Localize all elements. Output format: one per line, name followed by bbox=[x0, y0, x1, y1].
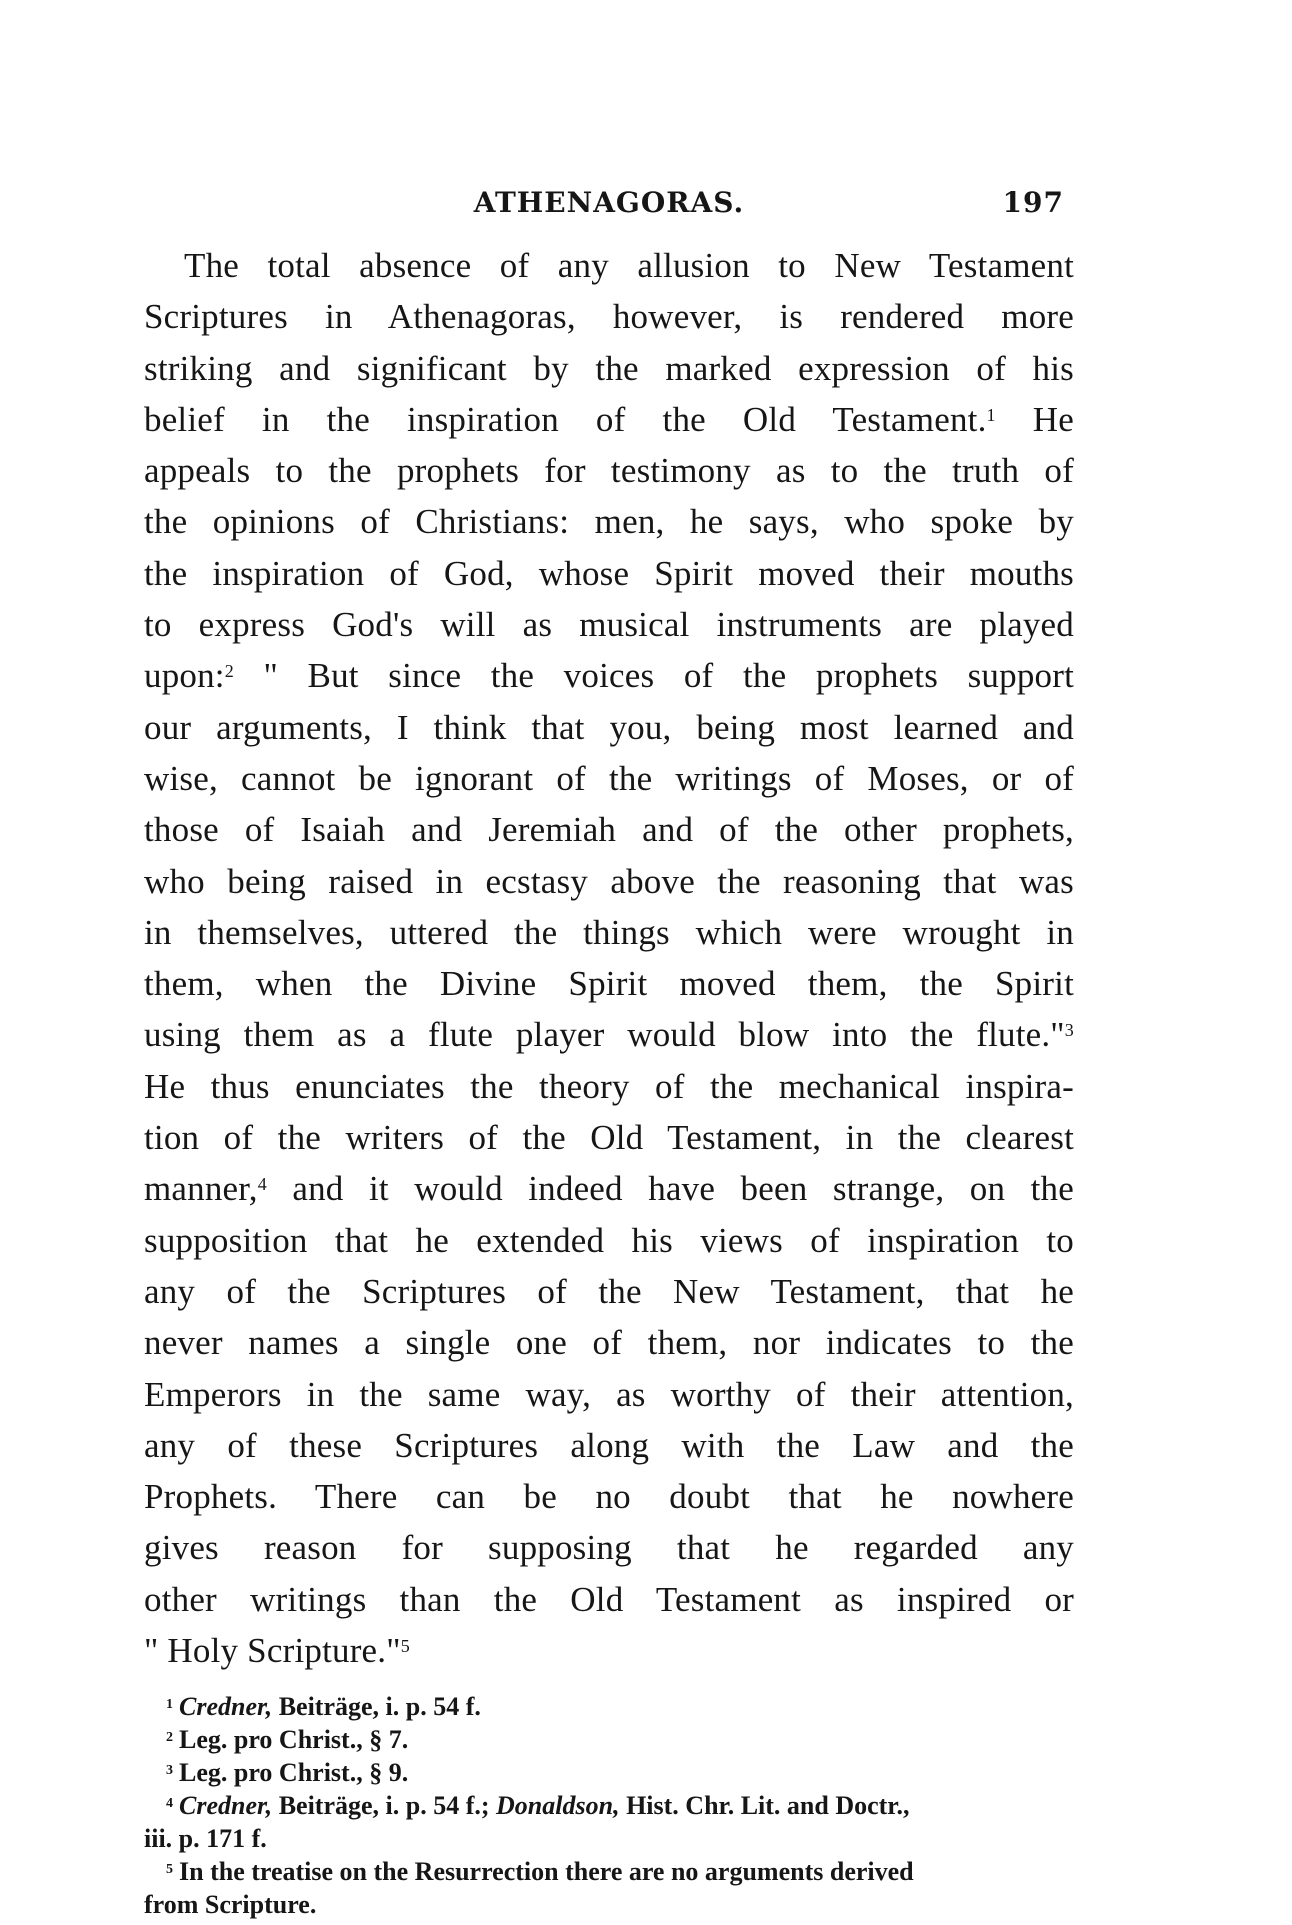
text-segment: manner, bbox=[144, 1169, 258, 1209]
footnote-author: Credner, bbox=[179, 1692, 273, 1722]
page-number: 197 bbox=[1002, 186, 1064, 219]
footnote-text: In the treatise on the Resurrection there are no arguments derived bbox=[179, 1857, 914, 1887]
text-line: wise, cannot be ignorant of the writings of Moses, or of bbox=[144, 758, 1074, 798]
footnote-text: Hist. Chr. Lit. and Doctr., bbox=[619, 1791, 910, 1821]
footnote-text: Beiträge, i. p. 54 f.; bbox=[272, 1791, 490, 1821]
footnote-reference: 4 bbox=[257, 1174, 267, 1195]
running-title: ATHENAGORAS. bbox=[473, 186, 745, 219]
footnote-text: Leg. pro Christ., § 9. bbox=[179, 1758, 409, 1788]
footnote-mark: 3 bbox=[166, 1763, 173, 1779]
text-line: any of the Scriptures of the New Testament, that he bbox=[144, 1271, 1074, 1311]
text-line bbox=[144, 1163, 1074, 1214]
text-line: the inspiration of God, whose Spirit moved their mouths bbox=[144, 553, 1074, 593]
text-line: never names a single one of them, nor indicates to the bbox=[144, 1323, 1074, 1363]
text-line: the opinions of Christians: men, he says, who spoke by bbox=[144, 502, 1074, 542]
footnote-5-continuation: from Scripture. bbox=[144, 1890, 317, 1920]
text-line: appeals to the prophets for testimony as to the truth of bbox=[144, 451, 1074, 491]
running-head bbox=[144, 186, 1074, 226]
footnotes bbox=[144, 1690, 1074, 1921]
text-segment: " Holy Scripture." bbox=[144, 1631, 401, 1671]
footnote-reference: 2 bbox=[224, 661, 234, 682]
footnote-author: Donaldson, bbox=[496, 1791, 620, 1821]
text-segment: " But since the voices of the prophets support bbox=[233, 656, 1074, 696]
footnote-mark: 5 bbox=[166, 1862, 173, 1878]
text-line: Prophets. There can be no doubt that he nowhere bbox=[144, 1477, 1074, 1517]
footnote-1 bbox=[144, 1690, 1074, 1723]
footnote-3 bbox=[144, 1756, 1074, 1789]
text-line: those of Isaiah and Jeremiah and of the other prophets, bbox=[144, 810, 1074, 850]
text-line: any of these Scriptures along with the Law and the bbox=[144, 1425, 1074, 1465]
text-line: in themselves, uttered the things which were wrought in bbox=[144, 912, 1074, 952]
text-segment: using them as a flute player would blow into the flute." bbox=[144, 1015, 1065, 1055]
footnote-mark: 4 bbox=[166, 1796, 173, 1812]
footnote-reference: 5 bbox=[400, 1636, 410, 1657]
footnote-reference: 1 bbox=[986, 404, 996, 425]
footnote-text: Beiträge, i. p. 54 f. bbox=[272, 1692, 481, 1722]
footnote-4-continuation: iii. p. 171 f. bbox=[144, 1824, 267, 1854]
footnote-mark: 2 bbox=[166, 1730, 173, 1746]
text-line bbox=[144, 650, 1074, 701]
footnote-text: Leg. pro Christ., § 7. bbox=[179, 1725, 409, 1755]
text-line: Emperors in the same way, as worthy of their attention, bbox=[144, 1374, 1074, 1414]
text-line: other writings than the Old Testament as inspired or bbox=[144, 1579, 1074, 1619]
text-line: gives reason for supposing that he regarded any bbox=[144, 1528, 1074, 1568]
text-line bbox=[144, 1009, 1074, 1060]
text-line bbox=[144, 1625, 1074, 1676]
text-line: our arguments, I think that you, being most learned and bbox=[144, 707, 1074, 747]
book-page bbox=[144, 186, 1074, 1921]
text-line: supposition that he extended his views of inspiration to bbox=[144, 1220, 1074, 1260]
text-line: The total absence of any allusion to New Testament bbox=[184, 246, 1074, 285]
body-text bbox=[144, 240, 1074, 1676]
text-segment: belief in the inspiration of the Old Testament. bbox=[144, 399, 987, 439]
footnote-5 bbox=[144, 1855, 1074, 1888]
text-line: tion of the writers of the Old Testament, in the clearest bbox=[144, 1118, 1074, 1158]
footnote-2 bbox=[144, 1723, 1074, 1756]
text-line: to express God's will as musical instruments are played bbox=[144, 605, 1074, 645]
footnote-author: Credner, bbox=[179, 1791, 273, 1821]
text-segment: upon: bbox=[144, 656, 225, 696]
text-line bbox=[144, 394, 1074, 445]
footnote-mark: 1 bbox=[166, 1697, 173, 1713]
text-line: striking and significant by the marked expression of his bbox=[144, 348, 1074, 388]
text-line: He thus enunciates the theory of the mechanical inspira- bbox=[144, 1066, 1074, 1106]
footnote-4 bbox=[144, 1789, 1074, 1822]
text-segment: and it would indeed have been strange, on the bbox=[266, 1169, 1074, 1209]
footnote-reference: 3 bbox=[1064, 1020, 1074, 1041]
text-line: Scriptures in Athenagoras, however, is rendered more bbox=[144, 297, 1074, 337]
text-line: them, when the Divine Spirit moved them, the Spirit bbox=[144, 964, 1074, 1004]
text-segment: He bbox=[995, 399, 1074, 439]
text-line: who being raised in ecstasy above the reasoning that was bbox=[144, 861, 1074, 901]
